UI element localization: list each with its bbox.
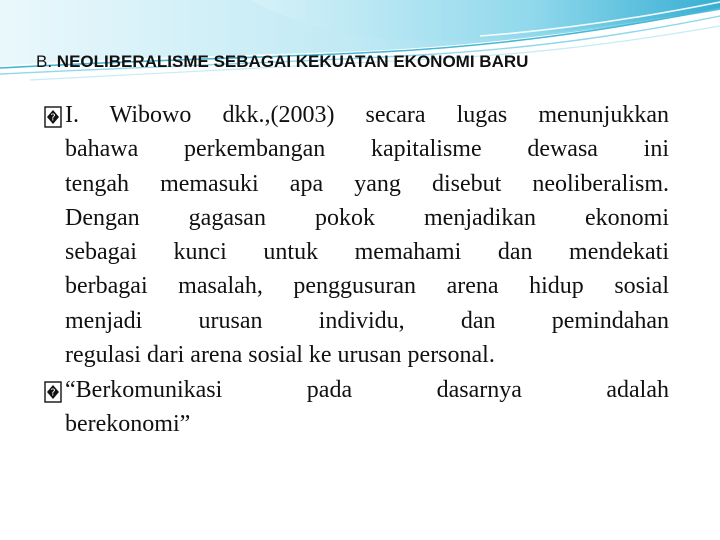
replacement-char-bullet-icon [44,379,62,401]
svg-text:?: ? [50,112,56,124]
paragraph-2-line: berekonomi” [65,411,191,438]
header-wave-decoration [0,0,720,90]
paragraph-1-line: regulasi dari arena sosial ke urusan personal. [65,342,495,369]
title-prefix: B. [36,52,57,71]
title-main: NEOLIBERALISME SEBAGAI KEKUATAN EKONOMI BARU [56,52,529,71]
replacement-char-bullet-icon [44,104,62,126]
paragraph-2-line: “Berkomunikasi pada dasarnya adalah [65,377,669,403]
paragraph-1-line: berbagai masalah, penggusuran arena hidup sosial [65,273,669,300]
paragraph-1-line: menjadi urusan individu, dan pemindahan [65,307,669,334]
paragraph-1 [44,98,669,372]
paragraph-2 [44,373,669,442]
paragraph-1-line: Dengan gagasan pokok menjadikan ekonomi [65,204,669,231]
paragraph-1-line: sebagai kunci untuk memahami dan mendekati [65,239,669,266]
paragraph-1-line: bahawa perkembangan kapitalisme dewasa ini [65,136,669,163]
paragraph-1-line: tengah memasuki apa yang disebut neoliberalism. [65,170,669,197]
slide-title [36,52,528,72]
svg-text:?: ? [50,387,56,399]
paragraph-1-line: I. Wibowo dkk.,(2003) secara lugas menunjukkan [65,102,669,128]
